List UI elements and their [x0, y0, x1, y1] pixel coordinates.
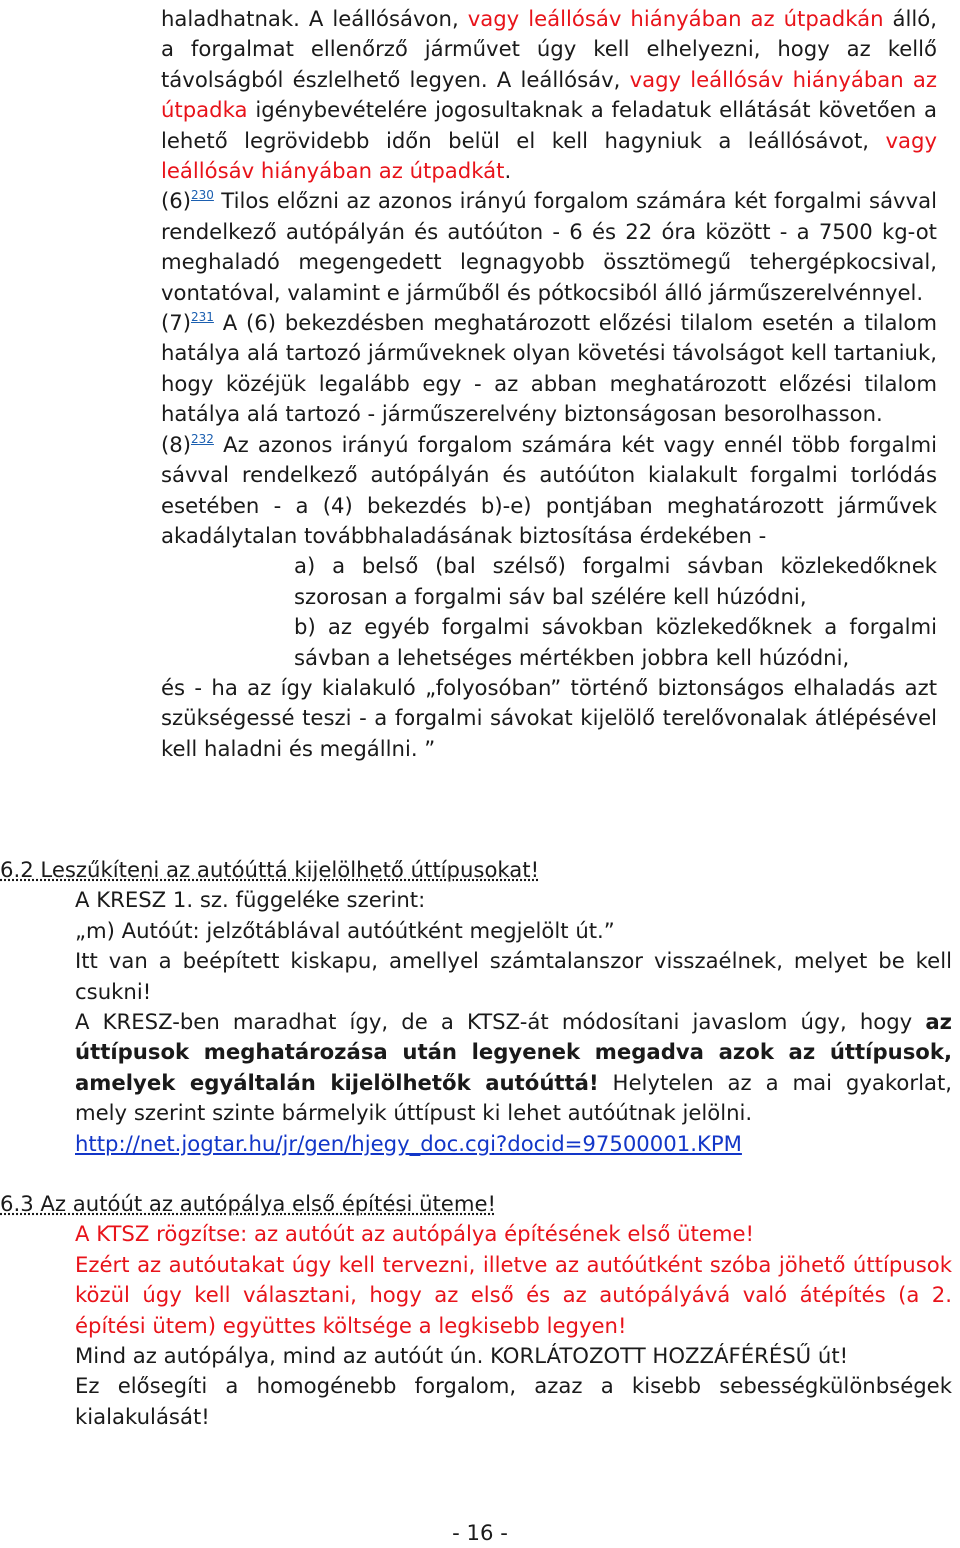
section-6-2 [0, 855, 952, 1159]
continued-paragraph [161, 4, 937, 764]
red-text-line: A KTSZ rögzítse: az autóút az autópálya építésének első üteme! [75, 1221, 754, 1247]
red-insertion: vagy leállósáv hiányában az útpadkán [467, 6, 884, 31]
footnote-ref-232[interactable]: 232 [191, 431, 214, 446]
section-body [75, 1219, 952, 1432]
link-line [75, 1129, 952, 1159]
text-run: álló, a forgalmat ellenőrző járművet úgy kell elhelyezni, hogy az kellő távolságból észlelhető legyen. A leállósáv, [161, 6, 937, 92]
text-line: Mind az autópálya, mind az autóút ún. KORLÁTOZOTT HOZZÁFÉRÉSŰ út! [75, 1343, 849, 1369]
paragraph-text: A (6) bekezdésben meghatározott előzési tilalom esetén a tilalom hatálya alá tartozó járműveknek olyan követési távolságot kell tartaniuk, hogy közéjük legalább egy - az abban meghatározott előzési tilalom hatálya alá tartozó - járműszerelvény biztonságosan besorolhasson. [161, 310, 937, 427]
footnote-ref-231[interactable]: 231 [191, 310, 214, 325]
section-heading: 6.3 Az autóút az autópálya első építési üteme! [0, 1191, 497, 1216]
footnote-ref-230[interactable]: 230 [191, 188, 214, 203]
text-run: Helytelen az a mai gyakorlat, mely szerint szinte bármelyik úttípust ki lehet autóútnak jelölni. [75, 1069, 953, 1126]
paragraph-text: Tilos előzni az azonos irányú forgalom számára két forgalmi sávval rendelkező autópályán és autóúton - 6 és 22 óra között - a 7500 kg-ot meghaladó megengedett legnagyobb össztömegű tehergépkocsival, vontatóval, valamint e járműből és pótkocsiból álló járműszerelvénnyel. [161, 188, 937, 305]
text-line: Itt van a beépített kiskapu, amellyel számtalanszor visszaélnek, melyet be kell csukni! [75, 948, 952, 1004]
red-insertion: vagy leállósáv hiányában az útpadkát [161, 127, 937, 184]
paragraph-number: (6) [161, 188, 192, 214]
text-run: . [504, 158, 512, 184]
jogtar-link[interactable]: http://net.jogtar.hu/jr/gen/hjegy_doc.cgi?docid=97500001.KPM [75, 1130, 742, 1156]
red-insertion: vagy leállósáv hiányában az útpadka [161, 66, 937, 123]
paragraph-8-tail: és - ha az így kialakuló „folyosóban” történő biztonságos elhaladás azt szükségessé teszi - a forgalmi sávokat kijelölő terelővonalak átlépésével kell haladni és megállni. ” [161, 674, 937, 761]
quote-line: „m) Autóút: jelzőtáblával autóútként megjelölt út.” [75, 917, 615, 943]
text-line: Ez elősegíti a homogénebb forgalom, azaz a kisebb sebességkülönbségek kialakulását! [75, 1373, 952, 1429]
list-item-a: a) a belső (bal szélső) forgalmi sávban közlekedőknek szorosan a forgalmi sáv bal szélére kell húzódni, [294, 553, 937, 609]
paragraph-6 [161, 186, 937, 308]
text-line: A KRESZ 1. sz. függeléke szerint: [75, 887, 426, 913]
paragraph-8 [161, 430, 937, 552]
section-body [75, 885, 952, 1159]
proposal-paragraph [75, 1007, 952, 1129]
text-run: haladhatnak. A leállósávon, [161, 6, 468, 31]
paragraph-7 [161, 308, 937, 430]
paragraph-5 [161, 4, 937, 186]
list-item-b: b) az egyéb forgalmi sávokban közlekedőknek a forgalmi sávban a lehetséges mértékben jobbra kell húzódni, [294, 614, 937, 670]
text-run: A KRESZ-ben maradhat így, de a KTSZ-át módosítani javaslom úgy, hogy [75, 1009, 926, 1035]
section-heading: 6.2 Leszűkíteni az autóúttá kijelölhető úttípusokat! [0, 857, 540, 882]
text-run: igénybevételére jogosultaknak a feladatuk ellátását követően a lehető legrövidebb időn belül el kell hagyniuk a leállósávot, [161, 97, 937, 153]
paragraph-number: (7) [161, 310, 192, 336]
section-6-3 [0, 1189, 952, 1432]
paragraph-text: Az azonos irányú forgalom számára két vagy ennél több forgalmi sávval rendelkező autópályán és autóúton kialakult forgalmi torlódás esetében - a (4) bekezdés b)-e) pontjában meghatározott járművek akadálytalan továbbhaladásának biztosítása érdekében - [161, 431, 937, 548]
red-text-paragraph: Ezért az autóutakat úgy kell tervezni, illetve az autóútként szóba jöhető úttípusok közül úgy kell választani, hogy az első és az autópályává való átépítés (a 2. építési ütem) együttes költsége a legkisebb legyen! [75, 1251, 952, 1338]
bold-text: az úttípusok meghatározása után legyenek megadva azok az úttípusok, amelyek egyáltalán kijelölhetők autóúttá! [75, 1009, 952, 1095]
page-number: - 16 - [452, 1520, 508, 1545]
paragraph-number: (8) [161, 431, 192, 457]
